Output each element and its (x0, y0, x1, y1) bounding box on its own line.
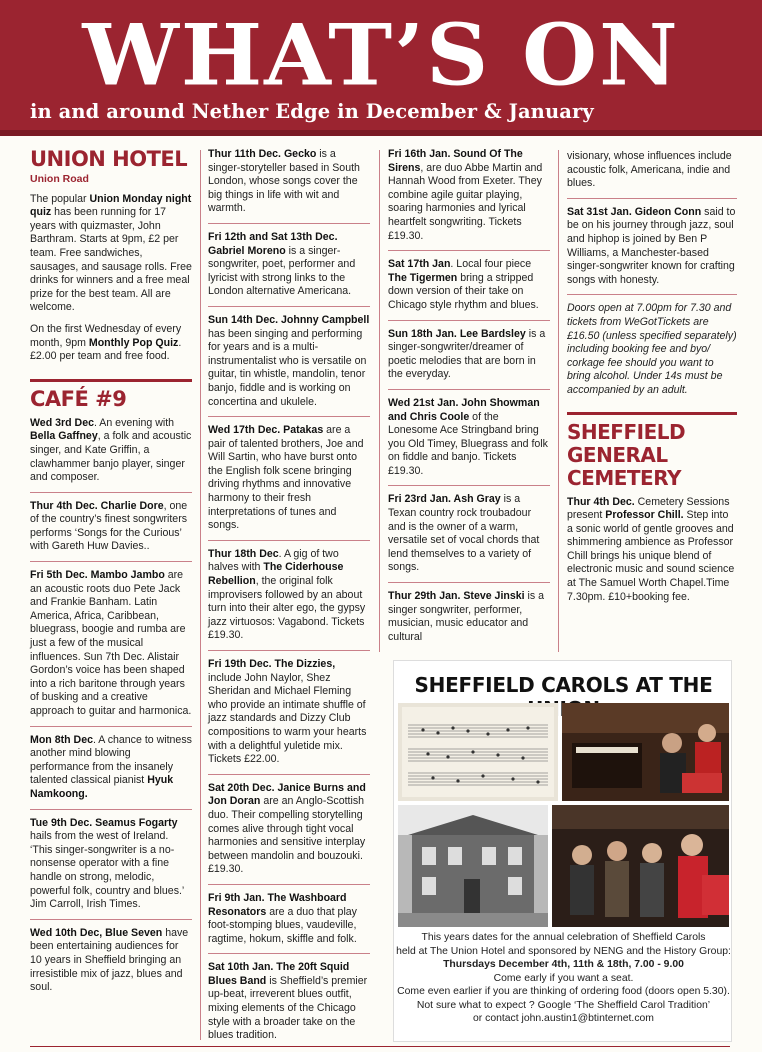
listing-entry: Sun 18th Jan. Lee Bardsley is a singer-songwriter/dreamer of poetic melodies that are born in the everyday. (388, 328, 550, 390)
listing-entry: Fri 9th Jan. The Washboard Resonators are a duo that play foot-stomping blues, vaudeville, ragtime, hokum, skiffle and folk. (208, 892, 370, 954)
carols-feature (393, 660, 732, 1042)
column-divider (200, 150, 201, 1040)
listing-entry: Wed 21st Jan. John Showman and Chris Coole of the Lonesome Ace Stringband bring you Old Timey, Bluegrass and folk on fiddle and banjo. Tickets £19.30. (388, 397, 550, 487)
listing-entry: Fri 19th Dec. The Dizzies, include John Naylor, Shez Sheridan and Michael Fleming who provide an intimate shuffle of jazz standards and Dizzy Club compositions to warm your hearts with a delightful yuletide mix. Tickets £22.00. (208, 658, 370, 775)
page-subtitle: in and around Nether Edge in December & January (30, 100, 594, 123)
listing-entry: Thur 29th Jan. Steve Jinski is a singer songwriter, performer, musician, music educator and cultural (388, 590, 545, 643)
listing-entry: Sat 17th Jan. Local four piece The Tigermen bring a stripped down version of their take on Chicago style rhythm and blues. (388, 258, 550, 320)
listing-entry: Wed 10th Dec, Blue Seven have been entertaining audiences for 10 years in Sheffield bringing an irresistible mix of jazz, blues and soul. (30, 926, 189, 994)
cafe9-heading: CAFÉ #9 (30, 386, 127, 411)
masthead (0, 0, 762, 136)
listing-gideon-conn: Sat 31st Jan. Gideon Conn said to be on his journey through jazz, soul and hiphop is joined by Ben P Williams, a Manchester-based singer-songwriter known for crafting songs with honesty. (567, 206, 737, 296)
union-hotel-address: Union Road (30, 173, 89, 185)
cafe9-listings (30, 417, 192, 1002)
page-title: WHAT’S ON (82, 6, 680, 106)
listing-entry: Fri 12th and Sat 13th Dec. Gabriel Moreno is a singer-songwriter, poet, performer and lyricist with strong links to the London alternative Americana. (208, 231, 370, 307)
doors-info: Doors open at 7.00pm for 7.30 and tickets from WeGotTickets are £16.50 (unless specified separately) including booking fee and byo/ corkage fee should you want to bring alcohol. Under 14s must be accompanied by an adult. (567, 302, 737, 396)
column-1 (30, 148, 192, 1009)
cemetery-heading: SHEFFIELD GENERAL CEMETERY (567, 419, 686, 490)
contact-email: or contact john.austin1@btinternet.com (473, 1013, 654, 1024)
page-footer-rule (30, 1046, 730, 1047)
listing-entry: Sat 10th Jan. The 20ft Squid Blues Band is Sheffield’s premier up-beat, irreverent blues outfit, mixing elements of the Chicago style with a broader take on the blues tradition. (208, 961, 368, 1042)
listing-entry: Sat 20th Dec. Janice Burns and Jon Doran are an Anglo-Scottish duo. Their compelling storytelling comes alive through tight vocal harmonies and sensitive interplay between mandolin and bouzouki. £19.30. (208, 782, 370, 885)
listing-entry: Sun 14th Dec. Johnny Campbell has been singing and performing for years and is a multi-instrumentalist who is versatile on guitar, tin whistle, mandolin, tenor banjo, fiddle and is working on concertina and ukulele. (208, 314, 370, 417)
carols-caption: This years dates for the annual celebration of Sheffield Carols held at The Union Hotel and sponsored by NENG and the History Group: Thursdays December 4th, 11th & 18th, 7.00 - 9.00 Come early if you want a seat. Come even earlier if you are thinking of ordering food (doors open 5.30). Not sure what to expect ? Google ‘The Sheffield Carol Tradition’ or contact john.austin1@btinternet.com (394, 931, 733, 1026)
section-divider (567, 412, 737, 415)
pub-piano-photo (562, 703, 729, 801)
column-3 (388, 148, 550, 658)
column-4 (567, 150, 737, 618)
column-divider (558, 150, 559, 652)
union-hotel-heading: UNION HOTEL (30, 147, 188, 171)
listing-professor-chill: Thur 4th Dec. Cemetery Sessions present Professor Chill. Step into a sonic world of gentle grooves and shimmering ambience as Professor Chill brings his unique blend of electronic music and sound science at The Samuel Worth Chapel.Time 7.30pm. £10+booking fee. (567, 495, 735, 603)
listing-entry: Mon 8th Dec. A chance to witness another mind blowing performance from the insanely talented classical pianist Hyuk Namkoong. (30, 734, 192, 810)
listing-entry: Thur 11th Dec. Gecko is a singer-storyteller based in South London, whose songs cover the big things in life with wit and warmth. (208, 148, 370, 224)
listing-entry: Fri 5th Dec. Mambo Jambo are an acoustic roots duo Pete Jack and Frankie Banham. Latin America, Africa, Caribbean, bluegrass, boogie and rumba are just a few of the musical influences. Sun 7th Dec. Alistair Gordon’s voice has been shaped into a rich baritone through years of busking and a creative approach to guitar and harmonica. (30, 569, 192, 727)
listing-continued: visionary, whose influences include acoustic folk, Americana, indie and blues. (567, 150, 737, 199)
sheet-music-photo (398, 703, 558, 801)
listing-entry: Fri 16th Jan. Sound Of The Sirens, are duo Abbe Martin and Hannah Wood from Exeter. They combine agile guitar playing, soaring harmonies and lyrical heartfelt songwriting. Tickets £19.30. (388, 148, 550, 251)
listing-entry: Thur 4th Dec. Charlie Dore, one of the country’s finest songwriters performs ‘Songs for the Curious’ with Gareth Huw Davies.. (30, 500, 192, 562)
union-hotel-body: The popular Union Monday night quiz has been running for 17 years with quizmaster, John Barthram. Starts at 9pm, £2 per team. Free sandwiches, sausages, and sausage rolls. Free drinks for winners and a free meal prize for the best team. All are welcome. On the first Wednesday of every month, 9pm Monthly Pop Quiz. £2.00 per team and free food. (30, 192, 192, 363)
section-divider (30, 379, 192, 382)
singers-crowd-photo (552, 805, 729, 927)
union-hotel-exterior-photo (398, 805, 548, 927)
listing-entry: Tue 9th Dec. Seamus Fogarty hails from the west of Ireland. ‘This singer-songwriter is a no-nonsense operator with a fine handle on strong, melodic, powerful folk, country and blues.’ Jim Carroll, Irish Times. (30, 817, 192, 920)
listing-entry: Thur 18th Dec. A gig of two halves with The Ciderhouse Rebellion, the original folk improvisers followed by an about turn into their alter ego, the gypsy jazz virtuosos: Vagabond. Tickets £19.30. (208, 548, 370, 651)
listing-entry: Fri 23rd Jan. Ash Gray is a Texan country rock troubadour and is the owner of a warm, versatile set of vocal chords that lend themselves to a variety of songs. (388, 493, 550, 583)
column-divider (379, 150, 380, 652)
listing-entry: Wed 17th Dec. Patakas are a pair of talented brothers, Joe and Will Sartin, who have burst onto the English folk scene bringing driving rhythms and innovative harmony to their fresh interpretations of tunes and songs. (208, 424, 370, 541)
carols-heading: SHEFFIELD CAROLS AT THE (414, 673, 713, 697)
column-2 (208, 148, 370, 1052)
listing-entry: Wed 3rd Dec. An evening with Bella Gaffney, a folk and acoustic singer, and Kate Griffin, a clawhammer banjo player, singer and composer. (30, 417, 192, 493)
